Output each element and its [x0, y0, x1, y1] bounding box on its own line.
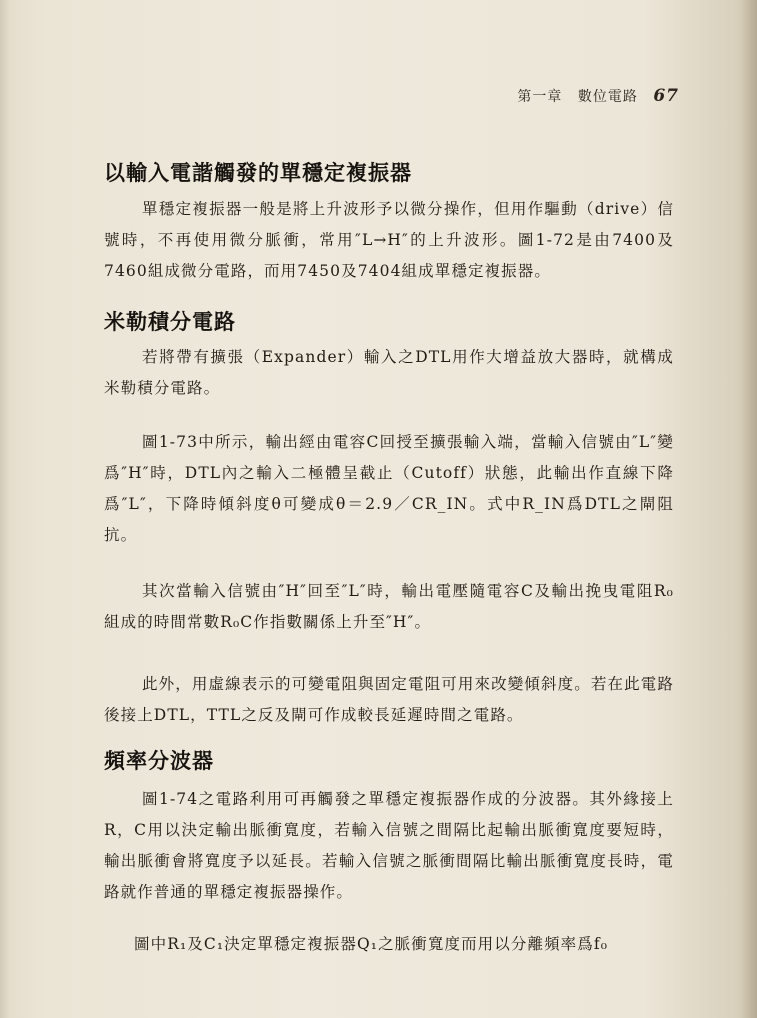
- paragraph-divider-description: 圖1-74之電路利用可再觸發之單穩定複振器作成的分波器。其外緣接上R，C用以決定輸出脈衝寬度，若輸入信號之間隔比起輸出脈衝寬度要短時，輸出脈衝會將寬度予以延長。若輸入信號之脈衝間隔比輸出脈衝寬度長時，電路就作普通的單穩定複振器操作。: [104, 790, 674, 901]
- section-heading-frequency-divider: 頻率分波器: [104, 749, 214, 773]
- paragraph-miller-intro: 若將帶有擴張（Expander）輸入之DTL用作大增益放大器時，就構成米勒積分電路。: [104, 348, 674, 397]
- section-heading-monostable-trigger: 以輸入電諧觸發的單穩定複振器: [104, 161, 412, 185]
- paragraph-monostable-intro: 單穩定複振器一般是將上升波形予以微分操作，但用作驅動（drive）信號時，不再使用微分脈衝，常用″L→H″的上升波形。圖1-72是由7400及7460組成微分電路，而用7450及7404組成單穩定複振器。: [104, 200, 674, 280]
- chapter-title: 數位電路: [577, 89, 638, 105]
- page-number: 67: [653, 86, 679, 106]
- page-gutter-shadow: [0, 0, 10, 1018]
- paragraph-miller-variable-slope: 此外，用虛線表示的可變電阻與固定電阻可用來改變傾斜度。若在此電路後接上DTL，TTL之反及閘可作成較長延遲時間之電路。: [104, 675, 674, 724]
- chapter-label: 第一章: [517, 89, 563, 105]
- section-heading-miller-integrator: 米勒積分電路: [104, 310, 236, 334]
- paragraph-divider-figure-note: 圖中R₁及C₁決定單穩定複振器Q₁之脈衝寬度而用以分離頻率爲f₀: [134, 935, 609, 953]
- paragraph-miller-recovery: 其次當輸入信號由″H″回至″L″時，輸出電壓隨電容C及輸出挽曳電阻R₀組成的時間常數R₀C作指數關係上升至″H″。: [104, 582, 674, 631]
- page-edge-shadow: [741, 0, 757, 1018]
- paragraph-miller-fig173: 圖1-73中所示，輸出經由電容C回授至擴張輸入端，當輸入信號由″L″變爲″H″時，DTL內之輸入二極體呈截止（Cutoff）狀態，此輸出作直線下降爲″L″，下降時傾斜度θ可變成θ＝2.9／CR_IN。式中R_IN爲DTL之閘阻抗。: [104, 433, 674, 544]
- running-header: [517, 86, 679, 106]
